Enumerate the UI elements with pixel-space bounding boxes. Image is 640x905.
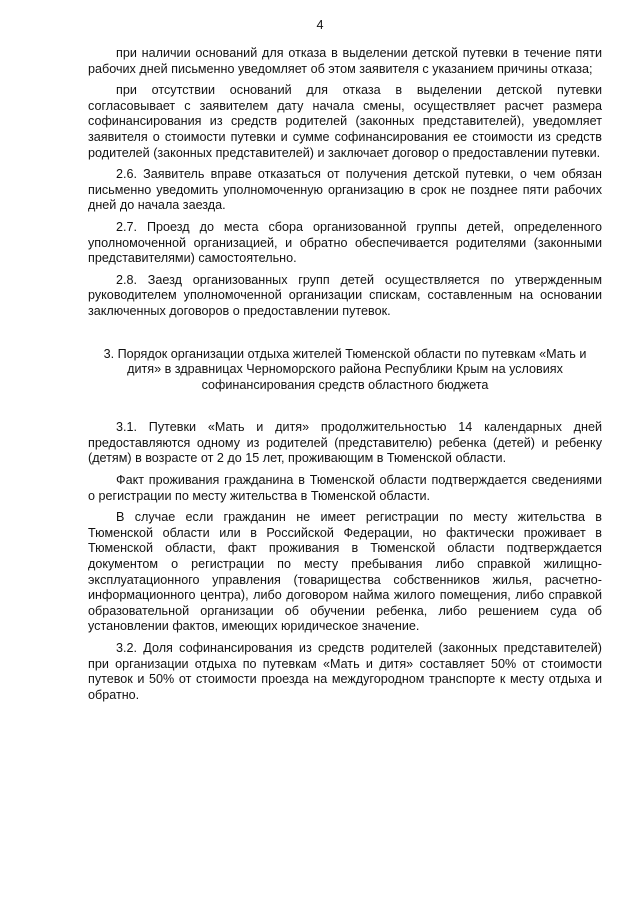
page-number: 4	[316, 18, 324, 32]
document-body	[88, 46, 602, 709]
paragraph-3-1: 3.1. Путевки «Мать и дитя» продолжительностью 14 календарных дней предоставляются одному из родителей (представителю) ребенка (детей) и ребенку (детям) в возрасте от 2 до 15 лет, проживающим в Тюменской области.	[88, 420, 602, 466]
paragraph-no-registration: В случае если гражданин не имеет регистрации по месту жительства в Тюменской области или в Российской Федерации, но фактически проживает в Тюменской области, факт проживания в Тюменской области подтверждается документом о регистрации по месту пребывания либо справкой жилищно-эксплуатационного управления (товарищества собственников жилья, расчетно-информационного центра), либо договором найма жилого помещения, либо справкой образовательной организации об обучении ребенка, либо решением суда об установлении фактов, имеющих юридическое значение.	[88, 510, 602, 634]
paragraph-2-7: 2.7. Проезд до места сбора организованной группы детей, определенного уполномоченной организацией, и обратно обеспечивается родителями (законными представителями) самостоятельно.	[88, 219, 602, 266]
section-3-heading: 3. Порядок организации отдыха жителей Тюменской области по путевкам «Мать и дитя» в здравницах Черноморского района Республики Крым на условиях софинансирования средств областного бюджета	[103, 346, 587, 392]
paragraph-refusal-notice: при наличии оснований для отказа в выделении детской путевки в течение пяти рабочих дней письменно уведомляет об этом заявителя с указанием причины отказа;	[88, 46, 602, 76]
paragraph-residence-fact: Факт проживания гражданина в Тюменской области подтверждается сведениями о регистрации по месту жительства в Тюменской области.	[88, 473, 602, 503]
paragraph-approval-process: при отсутствии оснований для отказа в выделении детской путевки согласовывает с заявителем дату начала смены, осуществляет расчет размера софинансирования из средств родителей (законных представителей), уведомляет заявителя о стоимости путевки и сумме софинансирования ее стоимости из средств родителей (законных представителей) и заключает договор о предоставлении путевки.	[88, 83, 602, 160]
paragraph-2-6: 2.6. Заявитель вправе отказаться от получения детской путевки, о чем обязан письменно уведомить уполномоченную организацию в срок не позднее пяти рабочих дней до начала заезда.	[88, 167, 602, 213]
paragraph-3-2: 3.2. Доля софинансирования из средств родителей (законных представителей) при организации отдыха по путевкам «Мать и дитя» составляет 50% от стоимости путевок и 50% от стоимости проезда на междугородном транспорте к месту отдыха и обратно.	[88, 641, 602, 702]
paragraph-2-8: 2.8. Заезд организованных групп детей осуществляется по утвержденным руководителем уполномоченной организации спискам, составленным на основании заключенных договоров о предоставлении путевок.	[88, 272, 602, 318]
